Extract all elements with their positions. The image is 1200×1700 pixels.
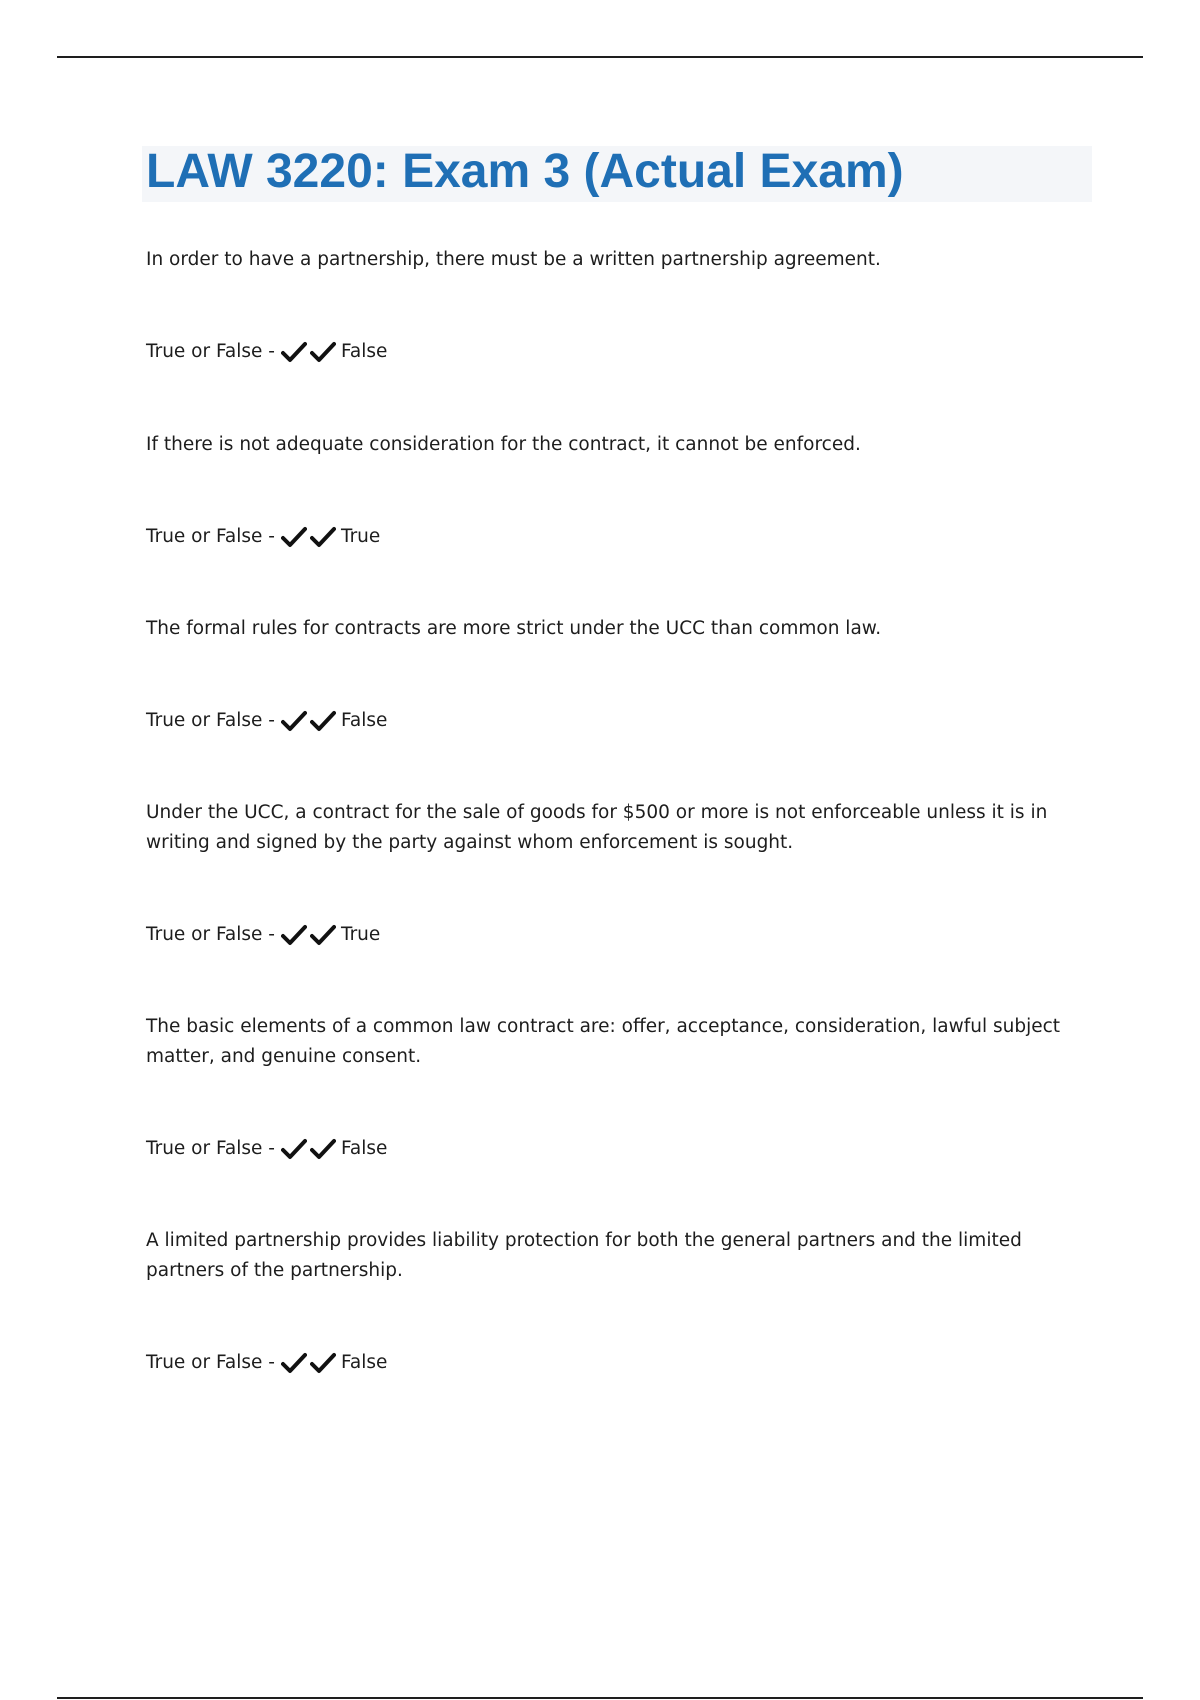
- check-marks: [281, 710, 339, 732]
- answer-value: False: [340, 341, 388, 362]
- answer-value: False: [340, 710, 388, 731]
- check-mark-icon: [310, 710, 336, 732]
- check-mark-icon: [310, 1352, 336, 1374]
- answer-value: True: [340, 924, 381, 945]
- check-mark-icon: [281, 1138, 307, 1160]
- check-marks: [281, 526, 339, 548]
- answer-line: [146, 1134, 387, 1164]
- check-mark-icon: [310, 341, 336, 363]
- check-marks: [281, 341, 339, 363]
- page-title: LAW 3220: Exam 3 (Actual Exam): [146, 145, 904, 198]
- answer-line: [146, 1348, 387, 1378]
- answer-prompt: True or False -: [146, 710, 275, 731]
- answer-line: [146, 337, 387, 367]
- answer-value: False: [340, 1138, 388, 1159]
- check-marks: [281, 924, 339, 946]
- question-text: If there is not adequate consideration for the contract, it cannot be enforced.: [146, 434, 861, 455]
- check-mark-icon: [310, 526, 336, 548]
- check-mark-icon: [281, 341, 307, 363]
- check-mark-icon: [310, 924, 336, 946]
- question-text: Under the UCC, a contract for the sale of goods for $500 or more is not enforceable unless it is in writing and signed by the party against whom enforcement is sought.: [146, 802, 1048, 853]
- check-mark-icon: [281, 710, 307, 732]
- check-marks: [281, 1352, 339, 1374]
- answer-prompt: True or False -: [146, 341, 275, 362]
- answer-prompt: True or False -: [146, 526, 275, 547]
- footer-rule: [57, 1697, 1143, 1699]
- answer-line: [146, 706, 387, 736]
- answer-prompt: True or False -: [146, 1352, 275, 1373]
- answer-prompt: True or False -: [146, 924, 275, 945]
- answer-line: [146, 920, 380, 950]
- check-mark-icon: [281, 924, 307, 946]
- check-mark-icon: [310, 1138, 336, 1160]
- answer-value: True: [340, 526, 381, 547]
- check-marks: [281, 1138, 339, 1160]
- answer-prompt: True or False -: [146, 1138, 275, 1159]
- question-text: The basic elements of a common law contract are: offer, acceptance, consideration, lawful subject matter, and genuine consent.: [146, 1016, 1061, 1067]
- question-text: The formal rules for contracts are more strict under the UCC than common law.: [146, 618, 882, 639]
- check-mark-icon: [281, 1352, 307, 1374]
- check-mark-icon: [281, 526, 307, 548]
- question-text: A limited partnership provides liability protection for both the general partners and the limited partners of the partnership.: [146, 1230, 1022, 1281]
- header-rule: [57, 56, 1143, 58]
- question-text: In order to have a partnership, there must be a written partnership agreement.: [146, 249, 881, 270]
- answer-value: False: [340, 1352, 388, 1373]
- answer-line: [146, 522, 380, 552]
